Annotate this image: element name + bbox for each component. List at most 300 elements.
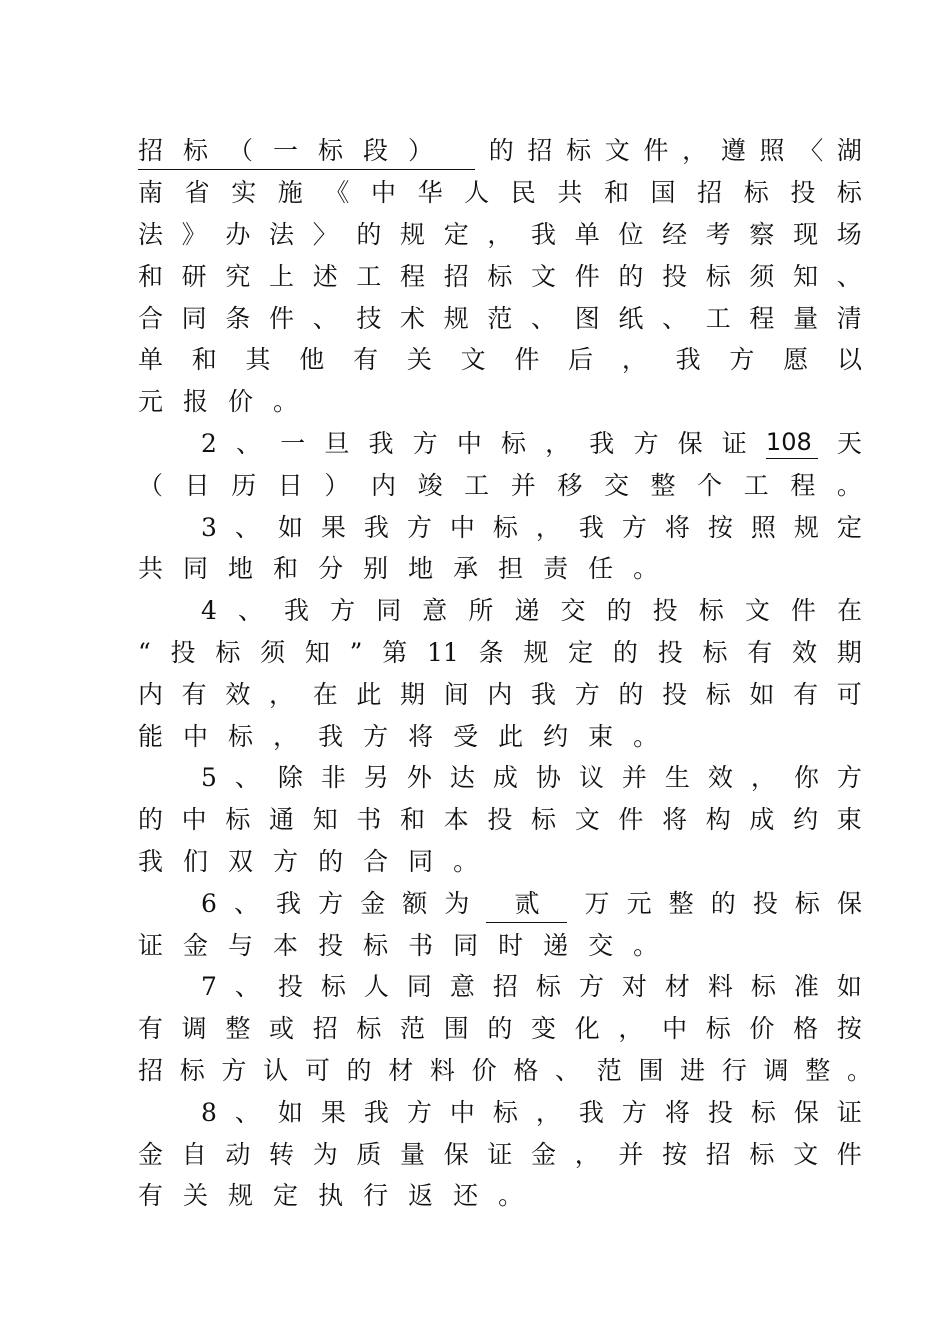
glyph: 为 [444,888,470,918]
glyph: 中 [181,805,207,835]
glyph: 、 [531,303,557,333]
glyph: 、 [312,303,338,333]
glyph: 中 [449,1097,475,1127]
text-line [138,924,862,966]
text-line [138,715,862,757]
glyph: 办 [225,219,251,249]
glyph: 技 [356,303,382,333]
glyph: 我 [284,596,310,626]
glyph: 内 [487,679,513,709]
glyph: 保 [677,428,703,458]
glyph: 湖 [836,136,862,166]
glyph: 内 [370,470,396,500]
glyph: 和 [191,345,217,375]
glyph: 〉 [312,219,338,249]
glyph: 将 [408,721,434,751]
glyph: 和 [400,805,426,835]
glyph: 件 [574,261,600,291]
glyph: 和 [603,178,629,208]
glyph: 标 [698,596,724,626]
glyph: 还 [453,1181,479,1211]
glyph: 旦 [324,428,350,458]
glyph: 我 [578,512,604,542]
glyph: 天 [836,428,862,458]
glyph: 的 [618,679,644,709]
glyph: 文 [744,596,770,626]
glyph: 单 [138,345,164,375]
glyph: 第 [382,637,408,667]
glyph: 我 [138,846,164,876]
glyph: 察 [749,219,775,249]
glyph: 的 [356,219,382,249]
glyph: 行 [363,1181,389,1211]
glyph: ， [535,512,561,542]
glyph: 的 [488,136,514,166]
glyph: 有 [747,637,773,667]
glyph: 标 [743,178,769,208]
glyph: 范 [487,303,513,333]
glyph: 或 [269,1014,295,1044]
glyph: 有 [138,1181,164,1211]
glyph: 、 [662,303,688,333]
glyph: 范 [596,1055,622,1085]
glyph: 一 [280,428,306,458]
glyph: 我 [531,219,557,249]
glyph: 的 [138,805,164,835]
glyph: 投 [657,637,683,667]
glyph: ” [349,637,363,667]
glyph: 转 [269,1139,295,1169]
glyph: 程 [400,261,426,291]
glyph: 关 [183,1181,209,1211]
glyph: 交 [603,470,629,500]
glyph: 工 [356,261,382,291]
glyph: 准 [793,972,819,1002]
glyph: 进 [680,1055,706,1085]
glyph: 。 [846,1055,872,1085]
glyph: 。 [273,387,299,417]
glyph: 意 [422,596,448,626]
glyph: 受 [453,721,479,751]
glyph: 标 [531,805,557,835]
glyph: 招 [492,972,518,1002]
glyph: 成 [749,805,775,835]
text-line [138,882,862,924]
glyph: 研 [181,261,207,291]
glyph: 同 [376,596,402,626]
glyph: 投 [790,178,816,208]
glyph: 华 [417,178,443,208]
glyph: 11 [427,637,459,667]
glyph: 递 [514,596,540,626]
glyph: 中 [662,1014,688,1044]
glyph: 围 [638,1055,664,1085]
glyph: 我 [675,345,701,375]
glyph: 我 [318,721,344,751]
glyph: 投 [652,596,678,626]
glyph: 程 [790,470,816,500]
glyph: ， [545,428,571,458]
glyph: 对 [621,972,647,1002]
glyph: 并 [618,1139,644,1169]
glyph: 和 [273,554,299,584]
text-line [138,966,862,1008]
glyph: 合 [138,303,164,333]
glyph: 协 [535,763,561,793]
glyph: 件 [643,136,669,166]
glyph: 投 [752,888,778,918]
glyph: 同 [406,972,432,1002]
glyph: 工 [464,470,490,500]
glyph: 法 [138,219,164,249]
glyph: 述 [312,261,338,291]
text-line [138,1050,872,1092]
text-line [138,841,862,883]
glyph: 、 [555,1055,581,1085]
glyph: 8 [201,1097,217,1127]
glyph: 变 [531,1014,557,1044]
glyph: 标 [228,721,254,751]
glyph: 的 [612,637,638,667]
glyph: 的 [618,261,644,291]
glyph: 标 [836,178,862,208]
glyph: 间 [443,679,469,709]
glyph: 共 [557,178,583,208]
glyph: （ [138,470,164,500]
glyph: 承 [453,554,479,584]
text-line [138,214,862,256]
glyph: 人 [363,972,389,1002]
glyph: 。 [836,470,862,500]
glyph: 非 [320,763,346,793]
glyph: 条 [478,637,504,667]
glyph: 地 [408,554,434,584]
glyph: 文 [574,805,600,835]
glyph: 投 [662,261,688,291]
glyph: 标 [702,637,728,667]
glyph: 关 [406,345,432,375]
glyph: 日 [184,470,210,500]
glyph: 在 [312,679,338,709]
glyph: 投 [170,637,196,667]
glyph: 元 [138,387,164,417]
glyph: 中 [456,428,482,458]
glyph: 除 [277,763,303,793]
glyph: 果 [320,512,346,542]
glyph: 规 [400,219,426,249]
glyph: 的 [346,1055,372,1085]
glyph: 标 [750,972,776,1002]
glyph: 方 [273,846,299,876]
glyph: 与 [228,930,254,960]
glyph: 件 [790,596,816,626]
glyph: 有 [138,1014,164,1044]
glyph: 招 [312,1014,338,1044]
glyph: 期 [400,679,426,709]
glyph: 方 [836,763,862,793]
glyph: 化 [574,1014,600,1044]
filled-blank: 108 [766,428,818,459]
glyph: 、 [234,763,260,793]
glyph: 方 [406,1097,432,1127]
glyph: 执 [318,1181,344,1211]
glyph: 返 [408,1181,434,1211]
glyph: 施 [277,178,303,208]
glyph: 清 [836,303,862,333]
glyph: 方 [412,428,438,458]
text-line [138,1175,862,1217]
glyph: 规 [793,512,819,542]
glyph: 书 [356,805,382,835]
text-line [138,130,862,172]
glyph: 报 [183,387,209,417]
glyph: 招 [443,261,469,291]
glyph: 能 [138,721,164,751]
glyph: 程 [749,303,775,333]
text-line [138,799,862,841]
glyph: 如 [749,679,775,709]
glyph: 方 [621,512,647,542]
glyph: 定 [273,1181,299,1211]
glyph: 成 [492,763,518,793]
text-line [138,632,862,674]
glyph: 上 [269,261,295,291]
glyph: 投 [487,805,513,835]
glyph: 《 [324,178,350,208]
glyph: 方 [406,512,432,542]
glyph: 方 [574,679,600,709]
glyph: 、 [234,1097,260,1127]
text-line [138,255,862,297]
glyph: 规 [523,637,549,667]
glyph: 招 [138,1055,164,1085]
glyph: ， [269,679,295,709]
glyph: 7 [201,972,217,1002]
text-line [138,673,862,715]
glyph: 我 [363,512,389,542]
glyph: 合 [363,846,389,876]
glyph: 证 [487,1139,513,1169]
glyph: 、 [236,428,262,458]
glyph: 方 [621,1097,647,1127]
glyph: 方 [330,596,356,626]
glyph: 本 [443,805,469,835]
glyph: 标 [566,136,592,166]
glyph: 我 [531,679,557,709]
glyph: 价 [228,387,254,417]
glyph: 价 [749,1014,775,1044]
text-line [138,297,862,339]
glyph: 文 [460,345,486,375]
glyph: 、 [233,888,259,918]
glyph: 国 [650,178,676,208]
glyph: ， [750,763,776,793]
text-line [138,506,862,548]
glyph: 南 [138,178,164,208]
glyph: 约 [793,805,819,835]
glyph: 任 [588,554,614,584]
glyph: ， [621,345,647,375]
glyph: 。 [453,846,479,876]
glyph: 整 [225,1014,251,1044]
glyph: 和 [138,261,164,291]
glyph: 责 [543,554,569,584]
glyph: 方 [363,721,389,751]
glyph: 万 [584,888,610,918]
glyph: 标 [705,679,731,709]
glyph: 为 [312,1139,338,1169]
glyph: ， [273,721,299,751]
glyph: 6 [201,888,217,918]
glyph: 场 [836,219,862,249]
glyph: 、 [234,512,260,542]
glyph: 束 [836,805,862,835]
glyph: 整 [650,470,676,500]
glyph: 经 [662,219,688,249]
glyph: 质 [356,1139,382,1169]
glyph: 民 [510,178,536,208]
glyph: 现 [793,219,819,249]
glyph: 其 [245,345,271,375]
glyph: 件 [514,345,540,375]
glyph: 知 [304,637,330,667]
glyph: 整 [805,1055,831,1085]
glyph: 省 [184,178,210,208]
glyph: 标 [492,1097,518,1127]
glyph: 他 [299,345,325,375]
glyph: 束 [588,721,614,751]
glyph: 件 [836,1139,862,1169]
glyph: 动 [225,1139,251,1169]
glyph: 证 [138,930,164,960]
glyph: 有 [793,679,819,709]
glyph: 遵 [720,136,746,166]
glyph: ， [574,1139,600,1169]
text-line [138,172,862,214]
glyph: 标 [492,512,518,542]
filled-blank: 贰 [486,884,567,923]
text-line [138,548,862,590]
glyph: 招 [705,1139,731,1169]
glyph: “ [138,637,151,667]
glyph: 件 [618,805,644,835]
glyph: 量 [793,303,819,333]
glyph: 并 [510,470,536,500]
glyph: 另 [363,763,389,793]
glyph: 的 [606,596,632,626]
glyph: ） [324,470,350,500]
glyph: 标 [225,805,251,835]
glyph: 方 [729,345,755,375]
glyph: 照 [759,136,785,166]
glyph: 我 [363,1097,389,1127]
glyph: 整 [668,888,694,918]
glyph: 果 [320,1097,346,1127]
glyph: 内 [138,679,164,709]
glyph: 证 [836,1097,862,1127]
glyph: 按 [836,1014,862,1044]
glyph: 生 [664,763,690,793]
glyph: 标 [749,1139,775,1169]
glyph: 我 [276,888,302,918]
glyph: 行 [721,1055,747,1085]
glyph: 构 [705,805,731,835]
glyph: 通 [269,805,295,835]
glyph: 在 [836,596,862,626]
glyph: 可 [304,1055,330,1085]
glyph: 中 [370,178,396,208]
text-line [138,339,862,381]
glyph: 标 [320,972,346,1002]
glyph: 的 [318,846,344,876]
glyph: 保 [836,888,862,918]
glyph: 金 [183,930,209,960]
glyph: 人 [464,178,490,208]
glyph: 有 [353,345,379,375]
glyph: 可 [836,679,862,709]
glyph: 别 [363,554,389,584]
glyph: 金 [360,888,386,918]
glyph: 文 [793,1139,819,1169]
text-line [138,423,862,465]
glyph: 并 [621,763,647,793]
glyph: 同 [453,930,479,960]
glyph: 4 [201,596,217,626]
glyph: 效 [707,763,733,793]
glyph: 料 [707,972,733,1002]
glyph: 双 [228,846,254,876]
glyph: 文 [531,261,557,291]
glyph: 招 [527,136,553,166]
glyph: 保 [793,1097,819,1127]
glyph: 标 [705,261,731,291]
glyph: 将 [664,512,690,542]
glyph: 定 [568,637,594,667]
glyph: 格 [793,1014,819,1044]
glyph: 术 [400,303,426,333]
glyph: 规 [443,303,469,333]
text-line [138,464,862,506]
glyph: 竣 [417,470,443,500]
glyph: 投 [318,930,344,960]
glyph: 递 [543,930,569,960]
glyph: 投 [662,679,688,709]
glyph: 。 [633,554,659,584]
glyph: 的 [487,1014,513,1044]
glyph: 标 [179,1055,205,1085]
text-line [138,1133,862,1175]
glyph: 愿 [783,345,809,375]
glyph: 5 [201,763,217,793]
text-line [138,381,862,423]
glyph: 效 [225,679,251,709]
glyph: 中 [183,721,209,751]
glyph: 以 [836,345,862,375]
glyph: 个 [697,470,723,500]
glyph: 方 [633,428,659,458]
glyph: 议 [578,763,604,793]
glyph: 书 [408,930,434,960]
glyph: 共 [138,554,164,584]
glyph: 将 [662,805,688,835]
glyph: 按 [707,512,733,542]
glyph: 标 [705,1014,731,1044]
glyph: 历 [231,470,257,500]
glyph: 证 [721,428,747,458]
glyph: 围 [443,1014,469,1044]
glyph: 〈 [798,136,824,166]
glyph: 料 [429,1055,455,1085]
